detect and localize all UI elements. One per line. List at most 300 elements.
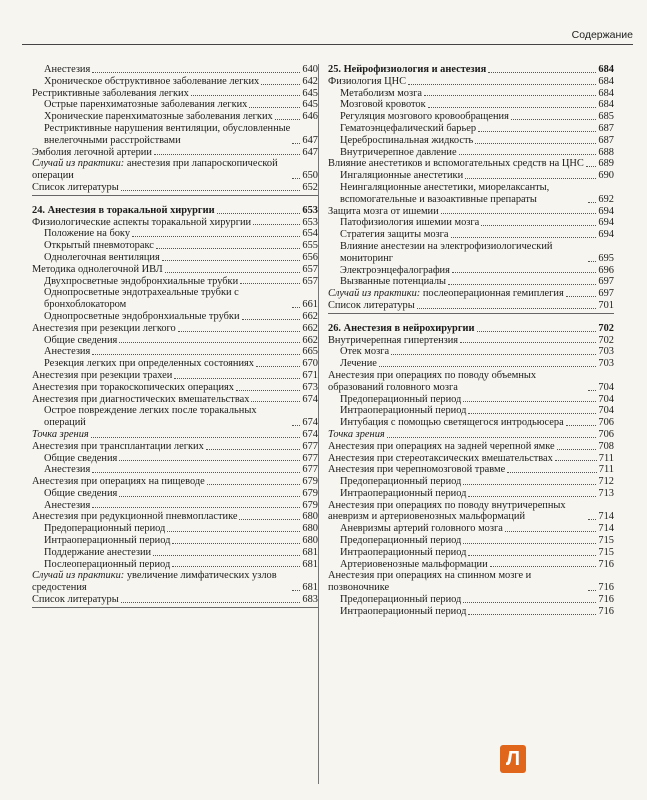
toc-entry[interactable] xyxy=(328,346,614,358)
toc-entry-text: Анестезия xyxy=(44,346,91,358)
toc-entry-title xyxy=(44,287,290,311)
toc-entry[interactable] xyxy=(328,335,614,347)
toc-page-number: 697 xyxy=(598,276,614,288)
toc-entry-text: Предоперационный период xyxy=(340,476,462,488)
toc-entry-title xyxy=(32,429,89,441)
toc-entry-text: Однопросветные эндотрахеальные трубки с бронхоблокатором xyxy=(44,287,239,311)
dot-leader xyxy=(555,460,597,461)
toc-entry-text: Анестезия при диагностических вмешательствах xyxy=(32,393,250,405)
toc-page-number: 645 xyxy=(302,99,318,111)
toc-entry[interactable] xyxy=(328,547,614,559)
toc-entry[interactable] xyxy=(328,276,614,288)
toc-entry[interactable] xyxy=(328,135,614,147)
toc-page-number: 645 xyxy=(302,87,318,99)
toc-entry[interactable] xyxy=(328,464,614,476)
dot-leader xyxy=(191,95,301,96)
toc-page-number: 687 xyxy=(598,122,614,134)
toc-entry-text: Отек мозга xyxy=(340,346,390,358)
dot-leader xyxy=(463,401,596,402)
toc-entry-title xyxy=(340,523,503,535)
toc-page-number: 704 xyxy=(598,393,614,405)
toc-entry-text: Острые паренхиматозные заболевания легких xyxy=(44,99,248,111)
toc-entry[interactable] xyxy=(32,405,318,429)
toc-page-number: 679 xyxy=(302,476,318,488)
toc-page-number: 680 xyxy=(302,535,318,547)
toc-page-number: 647 xyxy=(302,134,318,146)
dot-leader xyxy=(91,437,301,438)
toc-page-number: 687 xyxy=(598,134,614,146)
dot-leader xyxy=(261,84,300,85)
toc-entry-text: Список литературы xyxy=(32,594,119,606)
toc-entry-title xyxy=(32,382,234,394)
toc-entry-text: Мозговой кровоток xyxy=(340,99,426,111)
toc-page-number: 677 xyxy=(302,464,318,476)
toc-entry[interactable] xyxy=(32,346,318,358)
toc-entry-title xyxy=(328,429,385,441)
toc-page-number: 662 xyxy=(302,334,318,346)
toc-chapter[interactable] xyxy=(328,323,614,335)
dot-leader xyxy=(292,143,300,144)
toc-entry-title xyxy=(32,323,176,335)
toc-entry-title xyxy=(340,488,466,500)
dot-leader xyxy=(588,590,596,591)
toc-page-number: 665 xyxy=(302,346,318,358)
toc-entry-title xyxy=(44,276,238,288)
toc-entry[interactable] xyxy=(32,276,318,288)
toc-entry-title xyxy=(328,158,584,170)
toc-page-number: 679 xyxy=(302,487,318,499)
dot-leader xyxy=(468,555,596,556)
toc-entry-title xyxy=(32,88,189,100)
toc-page-number: 683 xyxy=(302,594,318,606)
toc-entry[interactable] xyxy=(32,358,318,370)
toc-entry-text: Внутричерепное давление xyxy=(340,146,457,158)
toc-page-number: 680 xyxy=(302,523,318,535)
toc-entry-text: Однопросветные эндобронхиальные трубки xyxy=(44,310,240,322)
dot-leader xyxy=(251,401,300,402)
toc-page-number: 656 xyxy=(302,251,318,263)
dot-leader xyxy=(490,566,597,567)
toc-entry[interactable] xyxy=(328,229,614,241)
toc-entry[interactable] xyxy=(32,217,318,229)
toc-entry-text: Поддержание анестезии xyxy=(44,546,152,558)
toc-entry[interactable] xyxy=(32,594,318,608)
toc-entry[interactable] xyxy=(328,453,614,465)
toc-entry[interactable] xyxy=(32,335,318,347)
dot-leader xyxy=(566,425,597,426)
toc-entry-text: 25. Нейрофизиология и анестезия xyxy=(328,64,487,75)
case-label: Случай из практики: xyxy=(32,158,125,170)
toc-entry[interactable] xyxy=(328,300,614,314)
toc-entry[interactable] xyxy=(32,370,318,382)
toc-entry-title xyxy=(44,464,90,476)
toc-entry[interactable] xyxy=(328,417,614,429)
toc-entry-title xyxy=(44,547,151,559)
toc-page-number: 712 xyxy=(598,476,614,488)
toc-page-number: 674 xyxy=(302,417,318,429)
toc-entry-text: Открытый пневмоторакс xyxy=(44,240,154,252)
toc-page-number: 685 xyxy=(598,111,614,123)
toc-entry[interactable] xyxy=(32,311,318,323)
dot-leader xyxy=(292,590,300,591)
toc-page-number: 653 xyxy=(302,204,318,216)
dot-leader xyxy=(463,602,596,603)
dot-leader xyxy=(468,413,596,414)
toc-entry[interactable] xyxy=(328,441,614,453)
toc-entry[interactable] xyxy=(32,453,318,465)
dot-leader xyxy=(463,484,596,485)
toc-page-number: 679 xyxy=(302,499,318,511)
toc-entry-text: Стратегия защиты мозга xyxy=(340,229,449,241)
toc-page-number: 662 xyxy=(302,322,318,334)
toc-entry-title xyxy=(44,99,247,111)
toc-entry-title xyxy=(340,111,509,123)
toc-entry-text: Вызванные потенциалы xyxy=(340,276,447,288)
toc-page-number: 706 xyxy=(598,417,614,429)
toc-entry-title xyxy=(328,64,486,76)
dot-leader xyxy=(132,236,300,237)
dot-leader xyxy=(465,178,596,179)
toc-entry-text: Интраоперационный период xyxy=(44,535,171,547)
toc-entry[interactable] xyxy=(328,170,614,182)
dot-leader xyxy=(588,261,596,262)
dot-leader xyxy=(207,484,301,485)
toc-page-number: 677 xyxy=(302,452,318,464)
toc-entry-text: Артериовенозные мальформации xyxy=(340,558,488,570)
toc-entry[interactable] xyxy=(328,476,614,488)
toc-page-number: 684 xyxy=(598,87,614,99)
toc-entry[interactable] xyxy=(32,123,318,147)
dot-leader xyxy=(586,166,597,167)
toc-entry[interactable] xyxy=(328,606,614,618)
toc-page-number: 640 xyxy=(302,64,318,75)
toc-entry[interactable] xyxy=(328,500,614,524)
toc-entry-title xyxy=(340,394,461,406)
toc-entry-title xyxy=(328,441,555,453)
toc-entry-title xyxy=(340,417,564,429)
toc-entry-title xyxy=(328,370,586,394)
dot-leader xyxy=(239,519,300,520)
toc-entry-title xyxy=(32,370,172,382)
toc-entry[interactable] xyxy=(32,252,318,264)
toc-entry[interactable] xyxy=(328,241,614,265)
toc-entry-title xyxy=(340,346,389,358)
toc-entry[interactable] xyxy=(328,570,614,594)
dot-leader xyxy=(379,366,597,367)
toc-entry-title xyxy=(44,252,160,264)
toc-entry-text: Анестезия xyxy=(44,64,91,75)
dot-leader xyxy=(92,354,300,355)
toc-entry-title xyxy=(32,394,249,406)
toc-entry[interactable] xyxy=(32,64,318,76)
toc-entry[interactable] xyxy=(32,111,318,123)
dot-leader xyxy=(511,119,597,120)
dot-leader xyxy=(92,472,300,473)
dot-leader xyxy=(428,107,597,108)
toc-page-number: 690 xyxy=(598,170,614,182)
dot-leader xyxy=(424,95,596,96)
toc-page-number: 657 xyxy=(302,275,318,287)
toc-entry-title xyxy=(44,405,290,429)
toc-entry-title xyxy=(340,476,461,488)
toc-entry[interactable] xyxy=(328,76,614,88)
toc-entry-title xyxy=(44,76,259,88)
dot-leader xyxy=(92,507,300,508)
toc-entry[interactable] xyxy=(328,488,614,500)
toc-entry[interactable] xyxy=(328,394,614,406)
toc-entry-text: Анестезия при черепномозговой травме xyxy=(328,464,506,476)
toc-entry-text: Анестезия при резекции трахеи xyxy=(32,369,173,381)
toc-entry[interactable] xyxy=(328,429,614,441)
toc-page-number: 697 xyxy=(598,288,614,300)
toc-entry-text: Рестриктивные нарушения вентиляции, обусловленные внелегочными расстройствами xyxy=(44,122,291,146)
toc-page-number: 716 xyxy=(598,605,614,617)
toc-entry[interactable] xyxy=(32,240,318,252)
dot-leader xyxy=(236,390,300,391)
toc-entry-text: Общие сведения xyxy=(44,334,118,346)
toc-page-number: 646 xyxy=(302,111,318,123)
toc-entry[interactable] xyxy=(328,147,614,159)
toc-entry-title xyxy=(340,276,446,288)
toc-entry[interactable] xyxy=(32,99,318,111)
toc-entry-text: Анестезия при операциях на спинном мозге и позвоночнике xyxy=(328,570,532,594)
toc-entry-text: 24. Анестезия в торакальной хирургии xyxy=(32,204,215,216)
toc-page-number: 684 xyxy=(598,99,614,111)
toc-entry[interactable] xyxy=(328,523,614,535)
toc-entry[interactable] xyxy=(328,265,614,277)
toc-entry-text: Анестезия при операциях по поводу внутричерепных аневризм и артериовенозных мальформаций xyxy=(328,499,566,523)
toc-entry-title xyxy=(340,99,426,111)
toc-entry-title xyxy=(340,182,586,206)
toc-entry-title xyxy=(32,441,204,453)
toc-entry-text: Общие сведения xyxy=(44,487,118,499)
toc-entry[interactable] xyxy=(32,382,318,394)
dot-leader xyxy=(566,296,597,297)
toc-entry-title xyxy=(340,123,476,135)
toc-entry-text: Регуляция мозгового кровообращения xyxy=(340,111,509,123)
dot-leader xyxy=(178,331,301,332)
dot-leader xyxy=(463,543,596,544)
toc-entry-text: Защита мозга от ишемии xyxy=(328,205,439,217)
toc-entry-text: Интраоперационный период xyxy=(340,487,467,499)
toc-entry[interactable] xyxy=(32,429,318,441)
toc-entry-text: увеличение лимфатических узлов средостения xyxy=(32,570,277,594)
toc-entry-text: Неингаляционные анестетики, миорелаксанты, вспомогательные и вазоактивные препараты xyxy=(340,181,550,205)
toc-page-number: 673 xyxy=(302,381,318,393)
toc-page-number: 716 xyxy=(598,582,614,594)
toc-entry-title xyxy=(44,64,90,76)
toc-chapter[interactable] xyxy=(32,205,318,217)
toc-entry-title xyxy=(44,453,117,465)
toc-entry[interactable] xyxy=(32,488,318,500)
toc-entry-title xyxy=(44,523,165,535)
dot-leader xyxy=(174,378,300,379)
toc-page-number: 684 xyxy=(598,75,614,87)
toc-entry-title xyxy=(44,228,130,240)
toc-entry[interactable] xyxy=(328,535,614,547)
toc-entry-title xyxy=(32,511,237,523)
toc-entry-text: Эмболия легочной артерии xyxy=(32,146,152,158)
toc-entry[interactable] xyxy=(32,476,318,488)
toc-page-number: 652 xyxy=(302,181,318,193)
toc-entry[interactable] xyxy=(32,228,318,240)
toc-page-number: 689 xyxy=(598,158,614,170)
dot-leader xyxy=(588,202,596,203)
toc-entry[interactable] xyxy=(328,217,614,229)
toc-entry-title xyxy=(340,559,488,571)
toc-page-number: 681 xyxy=(302,558,318,570)
toc-chapter[interactable] xyxy=(328,64,614,76)
toc-entry-title xyxy=(340,229,449,241)
toc-entry-text: Интраоперационный период xyxy=(340,546,467,558)
dot-leader xyxy=(387,437,597,438)
toc-entry[interactable] xyxy=(32,88,318,100)
dot-leader xyxy=(206,449,301,450)
toc-entry-title xyxy=(328,453,553,465)
toc-entry[interactable] xyxy=(32,535,318,547)
dot-leader xyxy=(478,131,596,132)
dot-leader xyxy=(240,283,300,284)
dot-leader xyxy=(172,566,300,567)
toc-entry[interactable] xyxy=(32,323,318,335)
toc-entry[interactable] xyxy=(328,88,614,100)
toc-entry[interactable] xyxy=(328,370,614,394)
dot-leader xyxy=(165,272,301,273)
toc-page-number: 711 xyxy=(598,464,614,476)
toc-entry[interactable] xyxy=(32,464,318,476)
toc-entry-text: Анестезия при трансплантации легких xyxy=(32,440,204,452)
toc-entry-text: Интубация с помощью светящегося интродьюсера xyxy=(340,417,564,429)
toc-entry-title xyxy=(340,217,479,229)
toc-entry[interactable] xyxy=(328,405,614,417)
toc-page-number: 677 xyxy=(302,440,318,452)
toc-entry-title xyxy=(340,535,461,547)
toc-entry-text: Метаболизм мозга xyxy=(340,87,422,99)
dot-leader xyxy=(172,543,300,544)
toc-entry-text: Анестезия при редукционной пневмопластике xyxy=(32,511,238,523)
toc-page-number: 670 xyxy=(302,358,318,370)
toc-page-number: 688 xyxy=(598,146,614,158)
toc-entry-text: Предоперационный период xyxy=(44,523,166,535)
toc-entry[interactable] xyxy=(32,264,318,276)
toc-entry[interactable] xyxy=(32,500,318,512)
toc-entry[interactable] xyxy=(328,158,614,170)
toc-entry-text: Анестезия при операциях по поводу объемных образований головного мозга xyxy=(328,369,537,393)
toc-entry[interactable] xyxy=(328,288,614,300)
toc-entry-title xyxy=(340,88,422,100)
toc-entry[interactable] xyxy=(328,594,614,606)
toc-entry-title xyxy=(44,240,154,252)
toc-entry-text: Однолегочная вентиляция xyxy=(44,251,160,263)
toc-entry[interactable] xyxy=(328,559,614,571)
toc-entry-title xyxy=(328,570,586,594)
toc-entry[interactable] xyxy=(32,394,318,406)
toc-entry[interactable] xyxy=(32,182,318,196)
toc-entry[interactable] xyxy=(32,441,318,453)
toc-entry-title xyxy=(32,594,119,606)
toc-entry-text: 26. Анестезия в нейрохирургии xyxy=(328,322,475,334)
toc-page-number: 653 xyxy=(302,216,318,228)
toc-page-number: 714 xyxy=(598,511,614,523)
toc-entry-title xyxy=(328,300,415,312)
dot-leader xyxy=(468,496,596,497)
toc-entry-text: Предоперационный период xyxy=(340,535,462,547)
toc-page-number: 657 xyxy=(302,263,318,275)
toc-page-number: 701 xyxy=(598,299,614,311)
toc-entry-text: Анестезия при резекции легкого xyxy=(32,322,176,334)
dot-leader xyxy=(292,178,300,179)
toc-page-number: 681 xyxy=(302,582,318,594)
toc-entry-title xyxy=(328,323,475,335)
toc-page-number: 703 xyxy=(598,358,614,370)
toc-entry[interactable] xyxy=(328,99,614,111)
toc-entry[interactable] xyxy=(32,547,318,559)
dot-leader xyxy=(256,366,300,367)
toc-entry-text: Влияние анестетиков и вспомогательных средств на ЦНС xyxy=(328,158,584,170)
dot-leader xyxy=(162,260,301,261)
toc-left-column xyxy=(32,64,318,608)
toc-entry[interactable] xyxy=(32,287,318,311)
toc-page-number: 694 xyxy=(598,229,614,241)
toc-entry-title xyxy=(44,111,273,123)
toc-entry[interactable] xyxy=(32,511,318,523)
toc-entry-title xyxy=(44,123,290,147)
dot-leader xyxy=(156,248,301,249)
dot-leader xyxy=(475,143,596,144)
toc-entry-title xyxy=(44,535,170,547)
toc-entry[interactable] xyxy=(328,182,614,206)
toc-entry[interactable] xyxy=(328,358,614,370)
toc-entry[interactable] xyxy=(328,123,614,135)
dot-leader xyxy=(249,107,300,108)
toc-entry-text: Лечение xyxy=(340,358,377,370)
dot-leader xyxy=(459,154,597,155)
toc-entry[interactable] xyxy=(32,147,318,159)
toc-entry[interactable] xyxy=(32,570,318,594)
toc-entry-text: Физиологические аспекты торакальной хирургии xyxy=(32,216,252,228)
toc-entry-title xyxy=(44,488,117,500)
toc-entry-text: Хронические паренхиматозные заболевания легких xyxy=(44,111,273,123)
toc-entry-title xyxy=(340,265,450,277)
toc-entry-title xyxy=(32,147,152,159)
toc-entry-text: Патофизиология ишемии мозга xyxy=(340,217,480,229)
toc-entry[interactable] xyxy=(32,76,318,88)
toc-entry-title xyxy=(340,147,457,159)
toc-entry-text: Анестезия при торакоскопических операциях xyxy=(32,381,234,393)
toc-entry[interactable] xyxy=(328,206,614,218)
toc-entry[interactable] xyxy=(32,158,318,182)
toc-entry-text: Влияние анестезии на электрофизиологический мониторинг xyxy=(340,240,553,264)
dot-leader xyxy=(119,460,300,461)
toc-entry-text: Гематоэнцефалический барьер xyxy=(340,122,477,134)
toc-entry-text: Внутричерепная гипертензия xyxy=(328,334,459,346)
toc-entry-text: Цереброспинальная жидкость xyxy=(340,134,474,146)
dot-leader xyxy=(121,190,301,191)
toc-entry-title xyxy=(32,205,215,217)
toc-entry-title xyxy=(340,606,466,618)
toc-entry[interactable] xyxy=(32,523,318,535)
toc-entry-title xyxy=(340,241,586,265)
toc-entry[interactable] xyxy=(328,111,614,123)
toc-page-number: 662 xyxy=(302,310,318,322)
toc-entry[interactable] xyxy=(32,559,318,571)
toc-entry-title xyxy=(32,570,290,594)
toc-entry-title xyxy=(340,358,377,370)
dot-leader xyxy=(505,531,597,532)
dot-leader xyxy=(92,72,300,73)
toc-page-number: 702 xyxy=(598,334,614,346)
toc-page-number: 647 xyxy=(302,146,318,158)
